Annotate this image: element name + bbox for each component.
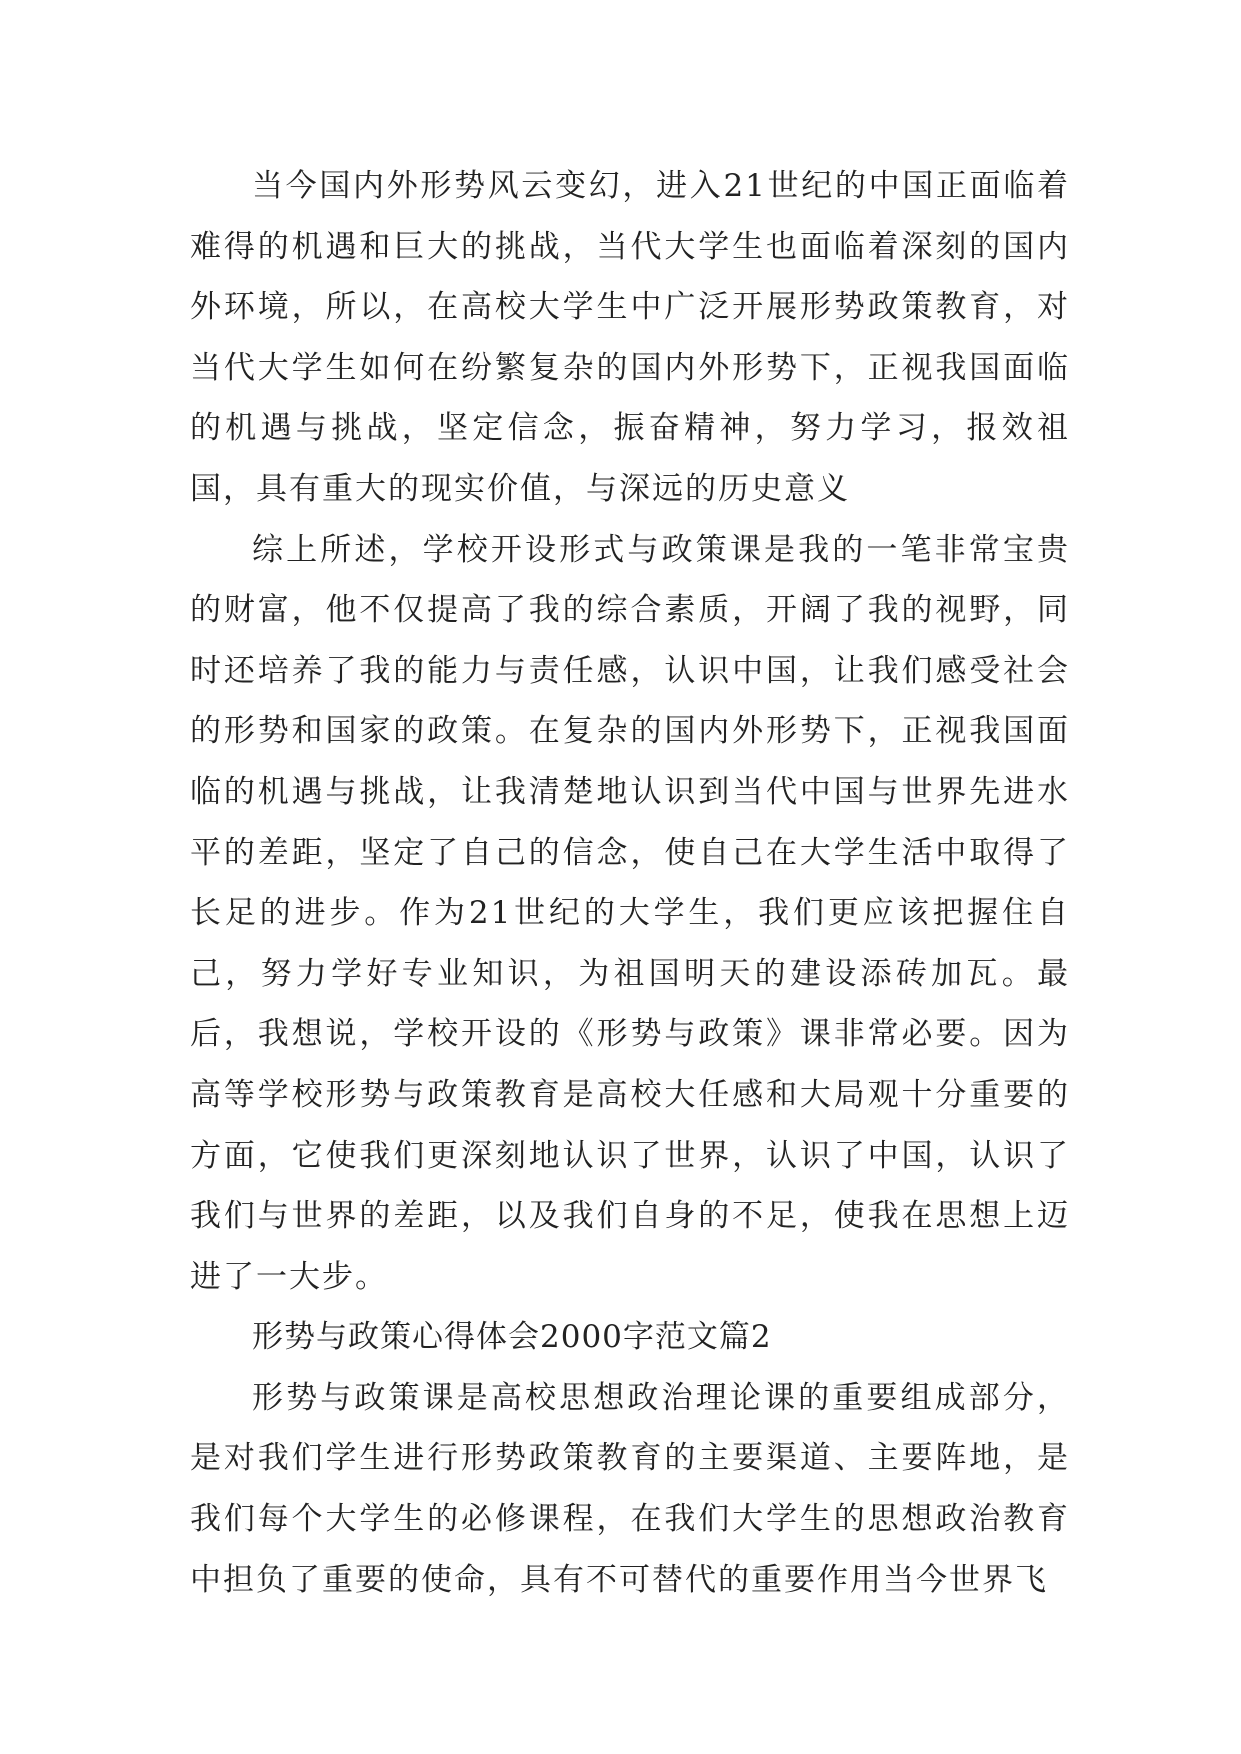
- body-paragraph-1: 当今国内外形势风云变幻，进入21世纪的中国正面临着难得的机遇和巨大的挑战，当代大学生也面临着深刻的国内外环境，所以，在高校大学生中广泛开展形势政策教育，对当代大学生如何在纷繁复杂的国内外形势下，正视我国面临的机遇与挑战，坚定信念，振奋精神，努力学习，报效祖国，具有重大的现实价值，与深远的历史意义: [190, 168, 1070, 507]
- body-paragraph-3: 形势与政策课是高校思想政治理论课的重要组成部分，是对我们学生进行形势政策教育的主要渠道、主要阵地，是我们每个大学生的必修课程，在我们大学生的思想政治教育中担负了重要的使命，具有不可替代的重要作用当今世界飞: [190, 1379, 1070, 1598]
- section-heading: 形势与政策心得体会2000字范文篇2: [252, 1319, 772, 1356]
- body-paragraph-2: 综上所述，学校开设形式与政策课是我的一笔非常宝贵的财富，他不仅提高了我的综合素质，开阔了我的视野，同时还培养了我的能力与责任感，认识中国，让我们感受社会的形势和国家的政策。在复杂的国内外形势下，正视我国面临的机遇与挑战，让我清楚地认识到当代中国与世界先进水平的差距，坚定了自己的信念，使自己在大学生活中取得了长足的进步。作为21世纪的大学生，我们更应该把握住自己，努力学好专业知识，为祖国明天的建设添砖加瓦。最后，我想说，学校开设的《形势与政策》课非常必要。因为高等学校形势与政策教育是高校大任感和大局观十分重要的方面，它使我们更深刻地认识了世界，认识了中国，认识了我们与世界的差距，以及我们自身的不足，使我在思想上迈进了一大步。: [190, 531, 1070, 1295]
- document-page: [190, 156, 1070, 1610]
